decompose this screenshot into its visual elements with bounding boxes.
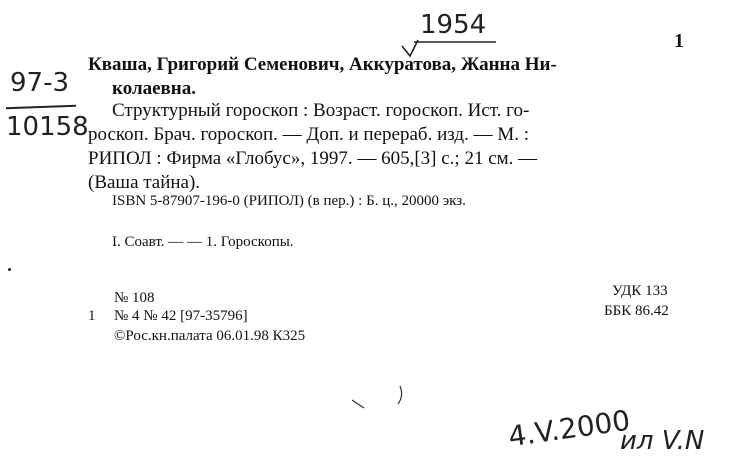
description-line1: Структурный гороскоп : Возраст. гороскоп. Ист. го- [112,100,530,121]
stray-dot [8,268,11,271]
handwritten-year: 1954 [420,10,487,40]
heading-authors-line1: Кваша, Григорий Семенович, Аккуратова, Жанна Ни- [88,54,557,75]
description-line4: (Ваша тайна). [88,172,201,193]
handwritten-shelf-top: 97-3 [10,68,70,98]
stray-pencil-marks [340,380,420,430]
description-line3: РИПОЛ : Фирма «Глобус», 1997. — 605,[3] с.; 21 см. — [88,148,538,169]
bbk-code: ББК 86.42 [604,303,669,319]
shelf-divider-line [6,105,76,109]
card-number: 1 [674,30,684,52]
heading-authors-line2: колаевна. [112,78,196,99]
udk-code: УДК 133 [612,283,668,299]
tracing-line: I. Соавт. — — 1. Гороскопы. [112,234,294,250]
record-line2-prefix: 1 [88,308,96,324]
record-line2: № 4 № 42 [97-35796] [114,308,248,324]
handwritten-date-note: 4.V.2000 [506,403,633,454]
record-line1: № 108 [114,290,155,306]
isbn-line: ISBN 5-87907-196-0 (РИПОЛ) (в пер.) : Б. ц., 20000 экз. [112,193,466,209]
record-line3: ©Рос.кн.палата 06.01.98 К325 [114,328,306,344]
handwritten-shelf-bottom: 10158 [6,112,89,142]
handwritten-initials: ил V.N [620,426,705,456]
description-line2: роскоп. Брач. гороскоп. — Доп. и перераб. изд. — М. : [88,124,529,145]
